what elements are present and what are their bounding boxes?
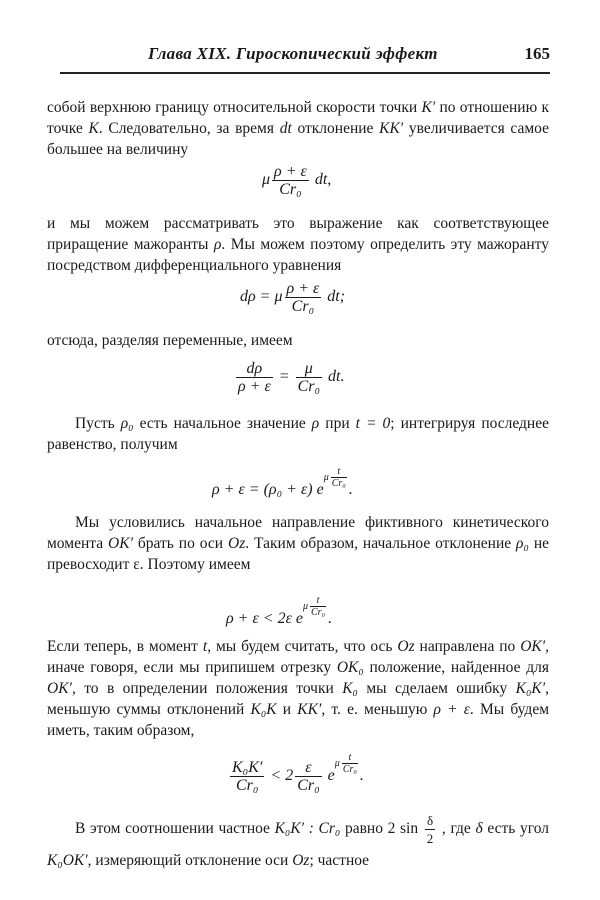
paragraph-6: Если теперь, в момент t, мы будем считать, что ось Oz направлена по OK′, иначе говоря, если мы припишем отрезку OK₀ положение, найденное для OK′, то в определении положения точки K₀ мы сделаем ошибку K₀K′, меньшую суммы отклонений K₀K и KK′, т. е. меньшую ρ + ε. Мы будем иметь, таким образом,	[47, 638, 550, 739]
equation-5: ρ + ε < 2ε eμ $\frac{t}{\text{Cr₀}}$ .	[226, 595, 333, 627]
equation-2: dρ = μ $\frac{\rho + \varepsilon}{\text{Cr₀}}$ dt;	[240, 280, 346, 315]
paragraph-1: собой верхнюю границу относительной скорости точки K′ по отношению к точке K. Следовательно, за время dt отклонение KK′ увеличивается самое большее на величину	[47, 99, 549, 158]
page-number: 165	[524, 44, 550, 63]
paragraph-4: Пусть ρ₀ есть начальное значение ρ при t = 0; интегрируя последнее равенство, получим	[47, 415, 549, 453]
page-header	[60, 44, 550, 70]
running-title: Глава XIX. Гироскопический эффект	[148, 44, 438, 63]
equation-3: $\frac{d\rho}{\rho + \varepsilon}$ = $\frac{\mu}{\text{Cr₀}}$ dt.	[238, 360, 345, 395]
equation-4: ρ + ε = (ρ₀ + ε) eμ $\frac{t}{\text{Cr₀}}$ .	[212, 466, 353, 498]
paragraph-2: и мы можем рассматривать это выражение как соответствующее приращение мажоранты ρ. Мы можем поэтому определить эту мажоранту посредством дифференциального уравнения	[47, 215, 549, 274]
paragraph-3: отсюда, разделяя переменные, имеем	[47, 332, 293, 349]
equation-6: $\frac{\text{K₀K′}}{\text{Cr₀}}$ < 2 $\frac{\varepsilon}{\text{Cr₀}}$ eμ $\frac{t}{\text{Cr₀}}$ .	[232, 752, 364, 794]
paragraph-5: Мы условились начальное направление фиктивного кинетического момента OK′ брать по оси Oz. Таким образом, начальное отклонение ρ₀ не превосходит ε. Поэтому имеем	[47, 514, 549, 573]
paragraph-7: В этом соотношении частное K₀K′ : Cr₀ равно 2 sin $\frac{\delta}{2}$ , где δ есть угол K₀OK′, измеряющий отклонение оси Oz; частное	[47, 813, 549, 869]
header-rule	[60, 72, 550, 74]
equation-1: μ $\frac{\rho + \varepsilon}{\text{Cr₀}}$ dt,	[262, 163, 332, 198]
